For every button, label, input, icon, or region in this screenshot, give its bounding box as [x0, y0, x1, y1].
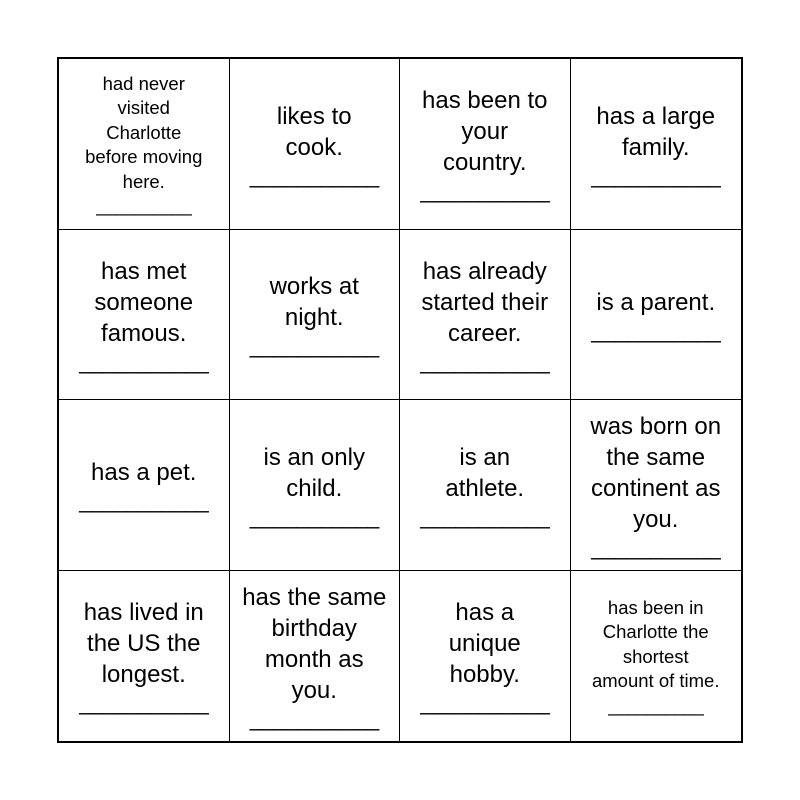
bingo-cell-r1c3[interactable] [400, 59, 571, 230]
bingo-cell-r3c1[interactable] [59, 400, 230, 571]
cell-signature-line: ___________ [420, 178, 550, 204]
cell-prompt: has already started their career. [421, 257, 549, 347]
bingo-cell-r1c2[interactable] [230, 59, 401, 230]
cell-signature-line: ___________ [249, 333, 379, 359]
cell-prompt: had never visited Charlotte before moving here. [85, 72, 203, 192]
cell-prompt: has a large family. [596, 102, 716, 161]
cell-prompt: has met someone famous. [94, 257, 194, 347]
bingo-cell-r3c2[interactable] [230, 400, 401, 571]
cell-signature-line: ___________ [591, 317, 721, 343]
cell-prompt: is a parent. [596, 288, 716, 316]
cell-signature-line: ___________ [591, 162, 721, 188]
bingo-cell-r3c3[interactable] [400, 400, 571, 571]
cell-signature-line: ___________ [79, 488, 209, 514]
bingo-cell-r2c4[interactable] [571, 230, 742, 401]
cell-prompt: has a pet. [91, 459, 197, 487]
bingo-cell-r2c3[interactable] [400, 230, 571, 401]
cell-signature-line: __________ [608, 695, 704, 716]
cell-signature-line: ___________ [420, 348, 550, 374]
cell-prompt: has been to your country. [422, 87, 548, 177]
bingo-cell-r4c4[interactable] [571, 571, 742, 742]
cell-signature-line: ___________ [79, 690, 209, 716]
bingo-board [57, 57, 743, 743]
cell-signature-line: ___________ [249, 162, 379, 188]
cell-signature-line: ___________ [591, 534, 721, 560]
cell-prompt: has the same birthday month as you. [242, 583, 387, 704]
cell-prompt: works at night. [269, 273, 359, 332]
bingo-cell-r1c4[interactable] [571, 59, 742, 230]
bingo-cell-r2c2[interactable] [230, 230, 401, 401]
bingo-cell-r4c2[interactable] [230, 571, 401, 742]
cell-prompt: has been in Charlotte the shortest amount of time. [591, 596, 720, 692]
cell-signature-line: ___________ [420, 503, 550, 529]
cell-signature-line: ___________ [249, 705, 379, 731]
cell-signature-line: __________ [96, 196, 192, 216]
cell-prompt: is an only child. [263, 443, 365, 502]
cell-signature-line: ___________ [249, 503, 379, 529]
bingo-cell-r1c1[interactable] [59, 59, 230, 230]
cell-prompt: is an athlete. [445, 443, 525, 502]
bingo-cell-r3c4[interactable] [571, 400, 742, 571]
cell-prompt: was born on the same continent as you. [590, 412, 722, 533]
bingo-cell-r2c1[interactable] [59, 230, 230, 401]
cell-prompt: likes to cook. [276, 102, 352, 161]
cell-signature-line: ___________ [79, 348, 209, 374]
cell-signature-line: ___________ [420, 690, 550, 716]
bingo-cell-r4c1[interactable] [59, 571, 230, 742]
cell-prompt: has lived in the US the longest. [83, 599, 204, 689]
bingo-cell-r4c3[interactable] [400, 571, 571, 742]
cell-prompt: has a unique hobby. [448, 599, 521, 689]
